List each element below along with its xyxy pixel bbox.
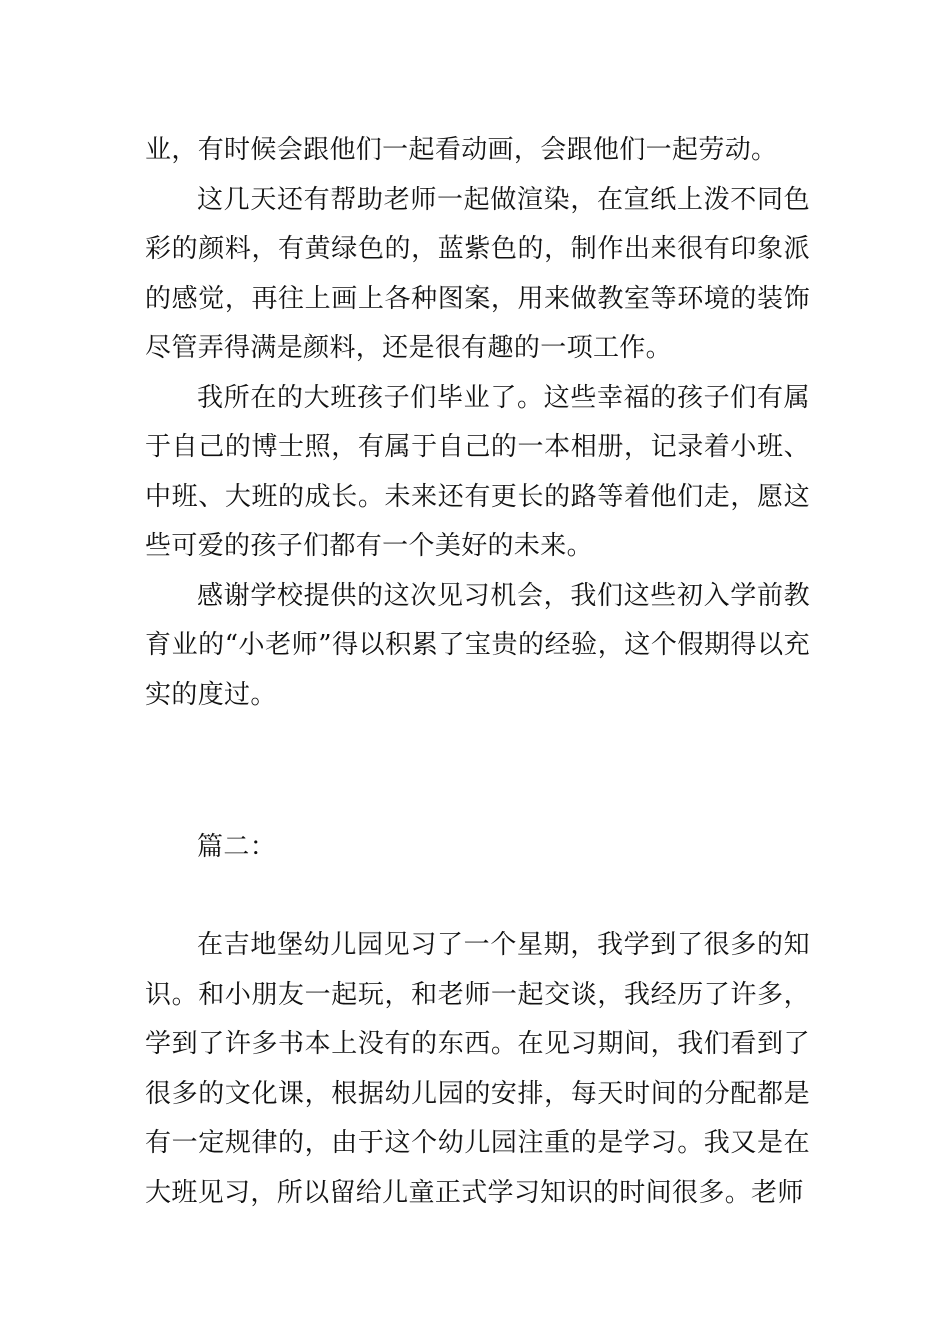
section-heading: 篇二：: [197, 832, 277, 862]
bottom-text-block: [145, 921, 810, 1218]
paragraph-thanks: 感谢学校提供的这次见习机会，我们这些初入学前教育业的“小老师”得以积累了宝贵的经验，这个假期得以充实的度过。: [145, 580, 810, 710]
top-text-block: [145, 126, 810, 720]
section-heading-block: [145, 823, 810, 873]
paragraph-rendering-work: 这几天还有帮助老师一起做渲染，在宣纸上泼不同色彩的颜料，有黄绿色的，蓝紫色的，制作出来很有印象派的感觉，再往上画上各种图案，用来做教室等环境的装饰尽管弄得满是颜料，还是很有趣的一项工作。: [145, 184, 810, 363]
paragraph-internship: 在吉地堡幼儿园见习了一个星期，我学到了很多的知识。和小朋友一起玩，和老师一起交谈，我经历了许多，学到了许多书本上没有的东西。在见习期间，我们看到了很多的文化课，根据幼儿园的安排，每天时间的分配都是有一定规律的，由于这个幼儿园注重的是学习。我又是在大班见习，所以留给儿童正式学习知识的时间很多。老师: [145, 930, 810, 1208]
paragraph-continued: 业，有时候会跟他们一起看动画，会跟他们一起劳动。: [145, 135, 778, 165]
paragraph-graduation: 我所在的大班孩子们毕业了。这些幸福的孩子们有属于自己的博士照，有属于自己的一本相册，记录着小班、中班、大班的成长。未来还有更长的路等着他们走，愿这些可爱的孩子们都有一个美好的未来。: [145, 382, 810, 561]
